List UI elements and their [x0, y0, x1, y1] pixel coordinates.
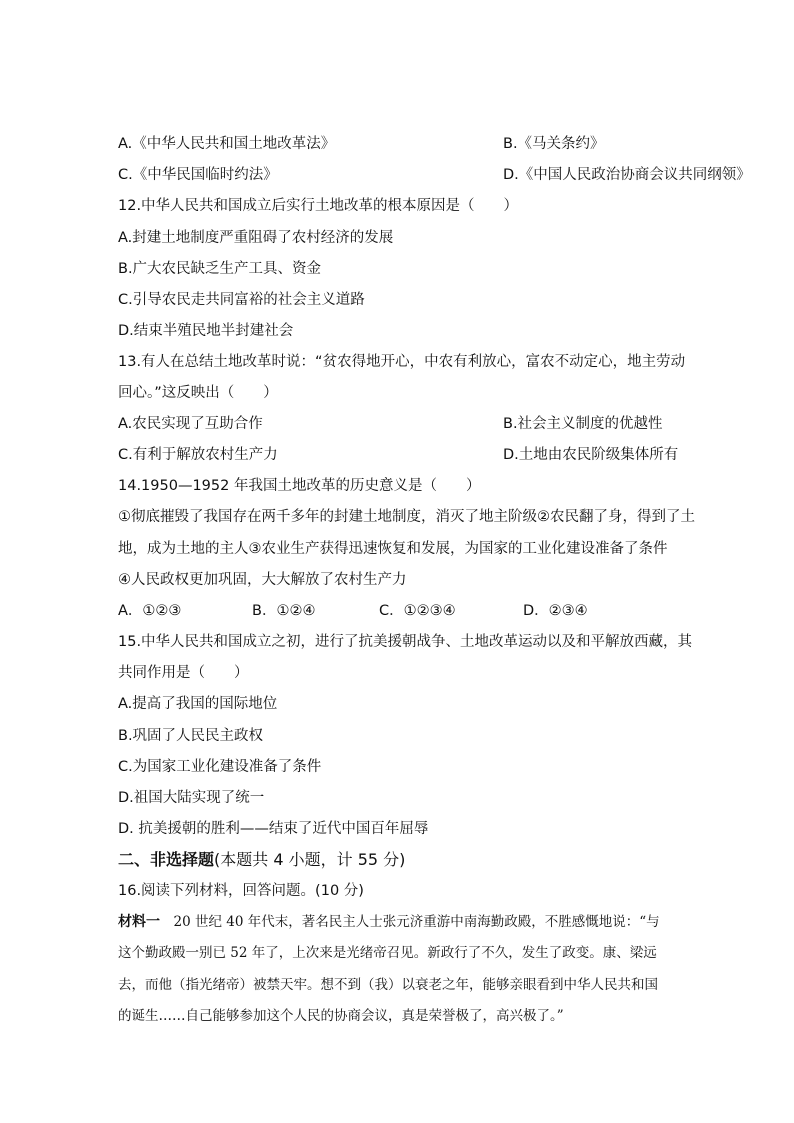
q11-option-c: C.《中华民国临时约法》	[118, 167, 278, 183]
section-heading-note: (本题共 4 小题，计 55 分)	[214, 850, 406, 869]
material-line-4: 的诞生……自己能够参加这个人民的协商会议，真是荣誉极了，高兴极了。”	[118, 1008, 564, 1024]
section-heading-title: 二、非选择题	[118, 850, 215, 869]
q13-options-row-1	[118, 414, 663, 434]
section-heading	[118, 849, 405, 871]
q12-option-c: C.引导农民走共同富裕的社会主义道路	[118, 292, 365, 308]
q13-option-d: D.土地由农民阶级集体所有	[503, 447, 679, 463]
q15-option-d: D.祖国大陆实现了统一	[118, 790, 265, 806]
q14-option-d: D．②③④	[523, 603, 588, 619]
material-line-2: 这个勤政殿一别已 52 年了，上次来是光绪帝召见。新政行了不久，发生了政变。康、梁远	[118, 945, 657, 961]
q13-options-row-2	[118, 445, 679, 465]
q13-stem-line-1: 13.有人在总结土地改革时说：“贫农得地开心，中农有利放心，富农不动定心，地主劳动	[118, 354, 686, 370]
q12-option-a: A.封建土地制度严重阻碍了农村经济的发展	[118, 230, 394, 246]
q15-stem-line-1: 15.中华人民共和国成立之初，进行了抗美援朝战争、土地改革运动以及和平解放西藏，其	[118, 634, 693, 650]
material-line-3: 去，而他（指光绪帝）被禁天牢。想不到（我）以衰老之年，能够亲眼看到中华人民共和国	[118, 977, 658, 993]
q11-options-row-2	[118, 165, 751, 185]
q12-stem: 12.中华人民共和国成立后实行土地改革的根本原因是（ ）	[118, 198, 519, 214]
q15-option-b: B.巩固了人民民主政权	[118, 728, 264, 744]
q13-stem-line-2: 回心。”这反映出（ ）	[118, 385, 278, 401]
material-line-1	[118, 912, 660, 932]
q15-stem-line-2: 共同作用是（ ）	[118, 665, 249, 681]
q14-option-c: C．①②③④	[379, 603, 456, 619]
material-text-1: 20 世纪 40 年代末，著名民主人士张元济重游中南海勤政殿，不胜感慨地说：“与	[160, 914, 660, 930]
q11-option-d: D.《中国人民政治协商会议共同纲领》	[503, 167, 751, 183]
q12-option-b: B.广大农民缺乏生产工具、资金	[118, 261, 322, 277]
q13-option-a: A.农民实现了互助合作	[118, 416, 263, 432]
q15-option-c: C.为国家工业化建设准备了条件	[118, 759, 322, 775]
q14-stem: 14.1950—1952 年我国土地改革的历史意义是（ ）	[118, 478, 481, 494]
q14-item-line-2: 地，成为土地的主人③农业生产获得迅速恢复和发展，为国家的工业化建设准备了条件	[118, 541, 668, 557]
q14-item-line-3: ④人民政权更加巩固，大大解放了农村生产力	[118, 572, 407, 588]
q15-option-e: D. 抗美援朝的胜利——结束了近代中国百年屈辱	[118, 821, 429, 837]
q12-option-d: D.结束半殖民地半封建社会	[118, 323, 294, 339]
material-label: 材料一	[118, 914, 160, 930]
q14-option-a: A．①②③	[118, 603, 182, 619]
q11-options-row-1	[118, 134, 605, 154]
q13-option-b: B.社会主义制度的优越性	[503, 416, 663, 432]
q14-item-line-1: ①彻底摧毁了我国存在两千多年的封建土地制度，消灭了地主阶级②农民翻了身，得到了土	[118, 509, 695, 525]
q15-option-a: A.提高了我国的国际地位	[118, 696, 278, 712]
q16-stem: 16.阅读下列材料，回答问题。(10 分)	[118, 883, 364, 899]
q11-option-b: B.《马关条约》	[503, 136, 605, 152]
q13-option-c: C.有利于解放农村生产力	[118, 447, 278, 463]
q14-option-b: B．①②④	[252, 603, 316, 619]
q11-option-a: A.《中华人民共和国土地改革法》	[118, 136, 336, 152]
